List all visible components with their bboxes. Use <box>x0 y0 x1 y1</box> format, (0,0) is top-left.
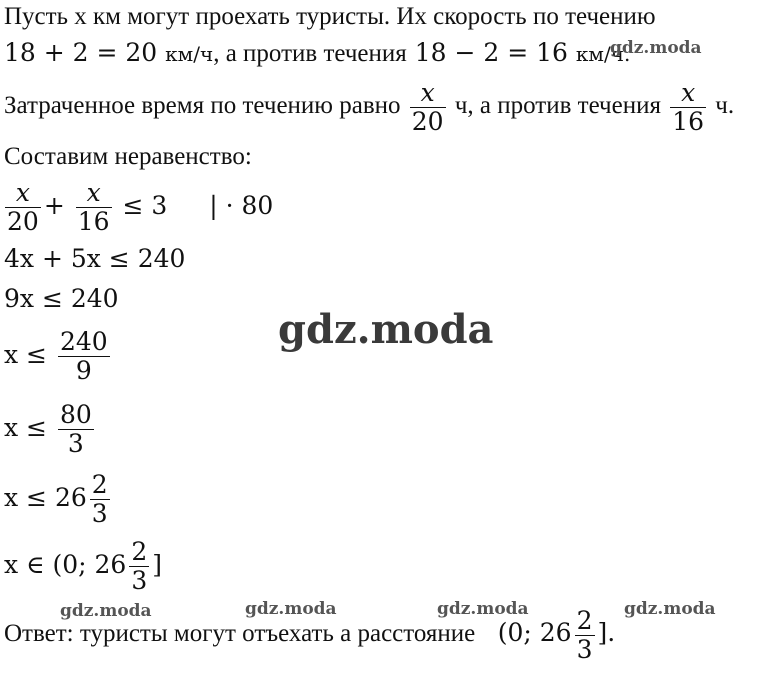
step-5-lhs: x ≤ 26 <box>4 483 87 512</box>
fraction-numerator: 2 <box>91 470 108 499</box>
watermark-large: gdz.moda <box>278 306 494 353</box>
time-text-3: ч. <box>715 92 735 119</box>
fraction-2-3 <box>129 538 149 595</box>
fraction-numerator: 240 <box>59 327 108 356</box>
watermark: gdz.moda <box>624 599 716 619</box>
speed-downstream-eq: 18 + 2 = 20 <box>4 38 158 67</box>
answer-text: Ответ: туристы могут отъехать а расстояние <box>4 620 476 647</box>
watermark: gdz.moda <box>437 599 529 619</box>
fraction-numerator: x <box>76 179 112 208</box>
time-upstream-fraction <box>670 79 706 136</box>
fraction-denominator: 16 <box>672 106 705 136</box>
step-6 <box>4 535 162 595</box>
fraction-denominator: 3 <box>576 634 593 664</box>
text-line-2 <box>4 38 630 69</box>
fraction-denominator: 20 <box>7 207 39 236</box>
unit-kmh-2: км/ч. <box>575 42 631 66</box>
fraction-denominator: 16 <box>77 207 110 236</box>
inequality-rhs: ≤ 3 <box>122 191 168 220</box>
time-text: Затраченное время по течению равно <box>4 92 401 119</box>
fraction-x-20 <box>5 179 41 236</box>
speed-upstream-eq: 18 − 2 = 16 <box>414 38 568 67</box>
fraction-x-16 <box>76 179 112 236</box>
step-4-lhs: x ≤ <box>4 413 47 442</box>
step-2 <box>4 284 119 314</box>
step-1 <box>4 244 185 274</box>
answer-end: ]. <box>597 618 616 647</box>
fraction-numerator: 2 <box>576 605 593 635</box>
time-downstream-fraction <box>410 79 446 136</box>
watermark: gdz.moda <box>60 601 152 621</box>
text-line-4 <box>4 142 252 172</box>
step-4 <box>4 398 97 458</box>
against-current-text: , а против течения <box>213 40 407 67</box>
fraction-numerator: x <box>5 179 41 208</box>
answer-interval: (0; 26 <box>497 618 572 647</box>
plus-sign: + <box>43 191 65 220</box>
fraction-denominator: 20 <box>411 106 444 136</box>
inequality <box>2 176 273 236</box>
step-5 <box>4 468 113 528</box>
fraction-numerator: 80 <box>59 400 92 429</box>
fraction-numerator: x <box>410 79 446 108</box>
step-6-bracket: ] <box>152 550 163 579</box>
fraction-denominator: 3 <box>91 499 108 528</box>
fraction-numerator: x <box>670 79 706 108</box>
fraction-denominator: 9 <box>75 356 92 385</box>
intro-sentence: Пусть x км могут проехать туристы. Их скорость по течению <box>4 3 656 30</box>
compose-inequality-text: Составим неравенство: <box>4 143 252 170</box>
text-line-3 <box>4 76 734 136</box>
step-2-expr: 9x ≤ 240 <box>4 284 119 313</box>
watermark: gdz.moda <box>610 38 702 58</box>
step-1-expr: 4x + 5x ≤ 240 <box>4 244 186 273</box>
step-3-lhs: x ≤ <box>4 340 47 369</box>
time-text-2: ч, а против течения <box>454 92 661 119</box>
fraction-numerator: 2 <box>131 537 148 566</box>
fraction-denominator: 3 <box>131 566 148 595</box>
multiplier-note: | · 80 <box>209 191 274 220</box>
fraction-2-3 <box>90 471 110 528</box>
step-3 <box>4 325 113 385</box>
step-6-lhs: x ∈ (0; 26 <box>4 550 127 579</box>
watermark: gdz.moda <box>245 599 337 619</box>
text-line-1 <box>4 2 656 32</box>
answer-fraction <box>575 607 595 664</box>
fraction-80-3 <box>58 401 94 458</box>
fraction-denominator: 3 <box>67 429 84 458</box>
fraction-240-9 <box>58 328 110 385</box>
unit-kmh: км/ч <box>165 42 214 66</box>
